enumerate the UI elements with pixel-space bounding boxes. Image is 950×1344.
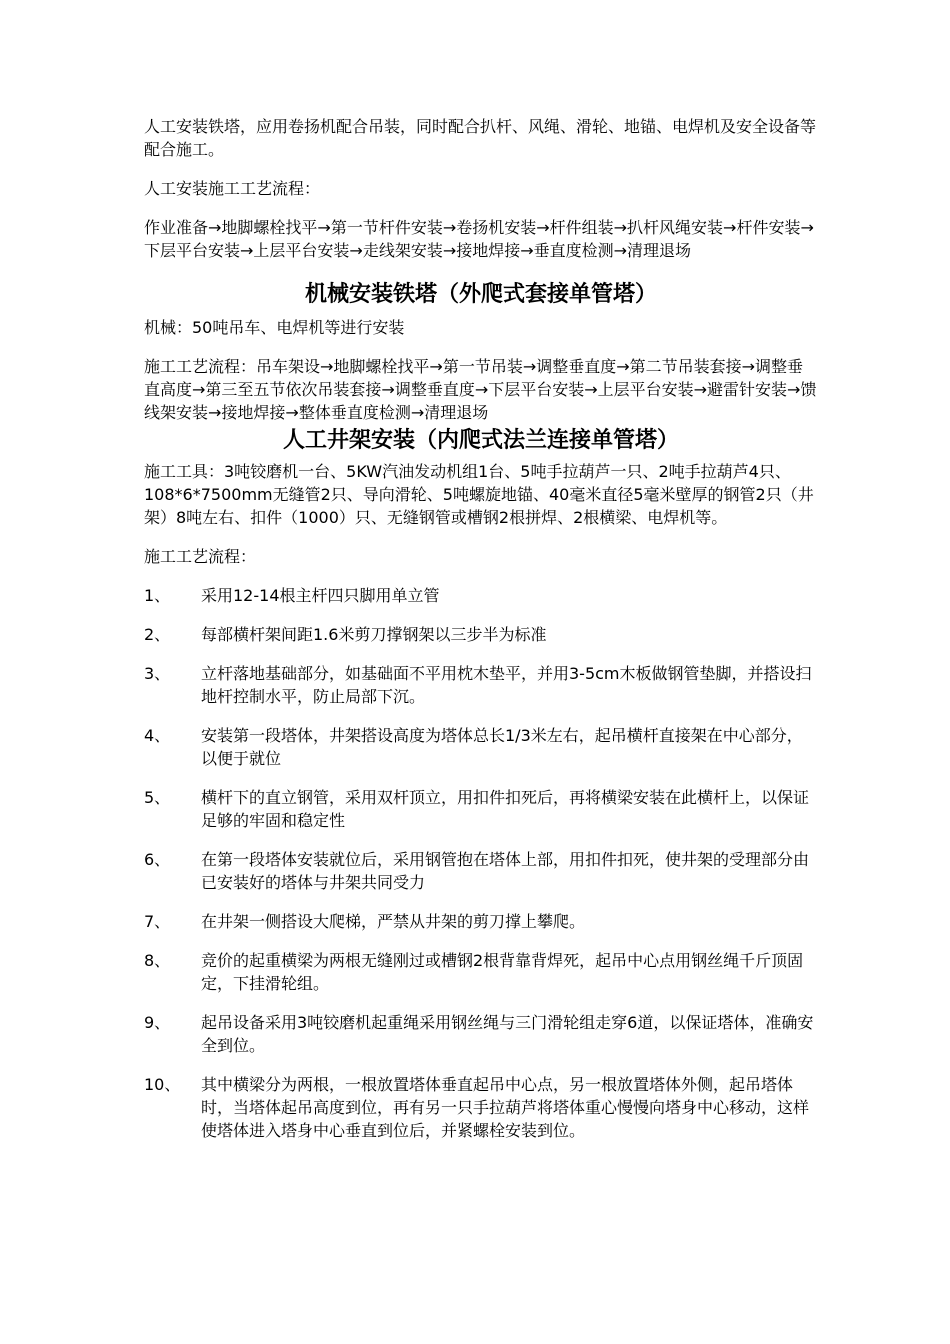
step-number: 9、	[144, 1013, 171, 1032]
step-text: 每部横杆架间距1.6米剪刀撑钢架以三步半为标准	[201, 625, 547, 644]
derrick-process-label: 施工工艺流程：	[144, 547, 257, 566]
step-number: 2、	[144, 625, 171, 644]
step-text: 其中横梁分为两根，一根放置塔体垂直起吊中心点，另一根放置塔体外侧，起吊塔体时，当塔体起吊高度到位，再有另一只手拉葫芦将塔体重心慢慢向塔身中心移动，这样使塔体进入塔身中心垂直到位后，并紧螺栓安装到位。	[201, 1075, 810, 1140]
step-number: 7、	[144, 912, 171, 931]
mechanical-process-flow: 施工工艺流程：吊车架设→地脚螺栓找平→第一节吊装→调整垂直度→第二节吊装套接→调整垂直高度→第三至五节依次吊装套接→调整垂直度→下层平台安装→上层平台安装→避雷针安装→馈线架安装→接地焊接→整体垂直度检测→清理退场	[144, 357, 817, 422]
step-number: 5、	[144, 788, 171, 807]
list-item	[144, 662, 818, 708]
list-item	[144, 584, 818, 607]
step-number: 3、	[144, 664, 171, 683]
section-heading-manual-derrick: 人工井架安装（内爬式法兰连接单管塔）	[282, 428, 679, 453]
step-number: 4、	[144, 726, 171, 745]
machinery-text: 机械：50吨吊车、电焊机等进行安装	[144, 318, 405, 337]
step-text: 横杆下的直立钢管，采用双杆顶立，用扣件扣死后，再将横梁安装在此横杆上，以保证足够的牢固和稳定性	[201, 788, 810, 830]
step-number: 6、	[144, 850, 171, 869]
step-number: 1、	[144, 586, 171, 605]
list-item	[144, 910, 818, 933]
list-item	[144, 1011, 818, 1057]
list-item	[144, 1073, 818, 1142]
section-heading-mechanical: 机械安装铁塔（外爬式套接单管塔）	[304, 282, 657, 307]
list-item	[144, 786, 818, 832]
list-item	[144, 949, 818, 995]
manual-process-label: 人工安装施工工艺流程：	[144, 179, 321, 198]
step-text: 采用12-14根主杆四只脚用单立管	[201, 586, 440, 605]
intro-paragraph: 人工安装铁塔，应用卷扬机配合吊装，同时配合扒杆、风绳、滑轮、地锚、电焊机及安全设备等配合施工。	[144, 117, 817, 159]
manual-process-flow: 作业准备→地脚螺栓找平→第一节杆件安装→卷扬机安装→杆件组装→扒杆风绳安装→杆件安装→下层平台安装→上层平台安装→走线架安装→接地焊接→垂直度检测→清理退场	[144, 218, 814, 260]
process-steps-list	[144, 584, 818, 1142]
step-text: 立杆落地基础部分，如基础面不平用枕木垫平，并用3-5cm木板做钢管垫脚，并搭设扫地杆控制水平，防止局部下沉。	[201, 664, 812, 706]
step-text: 安装第一段塔体，井架搭设高度为塔体总长1/3米左右，起吊横杆直接架在中心部分，以便于就位	[201, 726, 803, 768]
tools-text: 施工工具：3吨铰磨机一台、5KW汽油发动机组1台、5吨手拉葫芦一只、2吨手拉葫芦4只、108*6*7500mm无缝管2只、导向滑轮、5吨螺旋地锚、40毫米直径5毫米壁厚的钢管2只（井架）8吨左右、扣件（1000）只、无缝钢管或槽钢2根拼焊、2根横梁、电焊机等。	[144, 462, 814, 527]
step-text: 竞价的起重横梁为两根无缝刚过或槽钢2根背靠背焊死，起吊中心点用钢丝绳千斤顶固定，下挂滑轮组。	[201, 951, 804, 993]
step-text: 在井架一侧搭设大爬梯，严禁从井架的剪刀撑上攀爬。	[201, 912, 586, 931]
list-item	[144, 848, 818, 894]
list-item	[144, 623, 818, 646]
step-number: 8、	[144, 951, 171, 970]
step-number: 10、	[144, 1075, 181, 1094]
list-item	[144, 724, 818, 770]
step-text: 在第一段塔体安装就位后，采用钢管抱在塔体上部，用扣件扣死，使井架的受理部分由已安装好的塔体与井架共同受力	[201, 850, 810, 892]
step-text: 起吊设备采用3吨铰磨机起重绳采用钢丝绳与三门滑轮组走穿6道，以保证塔体，准确安全到位。	[201, 1013, 814, 1055]
